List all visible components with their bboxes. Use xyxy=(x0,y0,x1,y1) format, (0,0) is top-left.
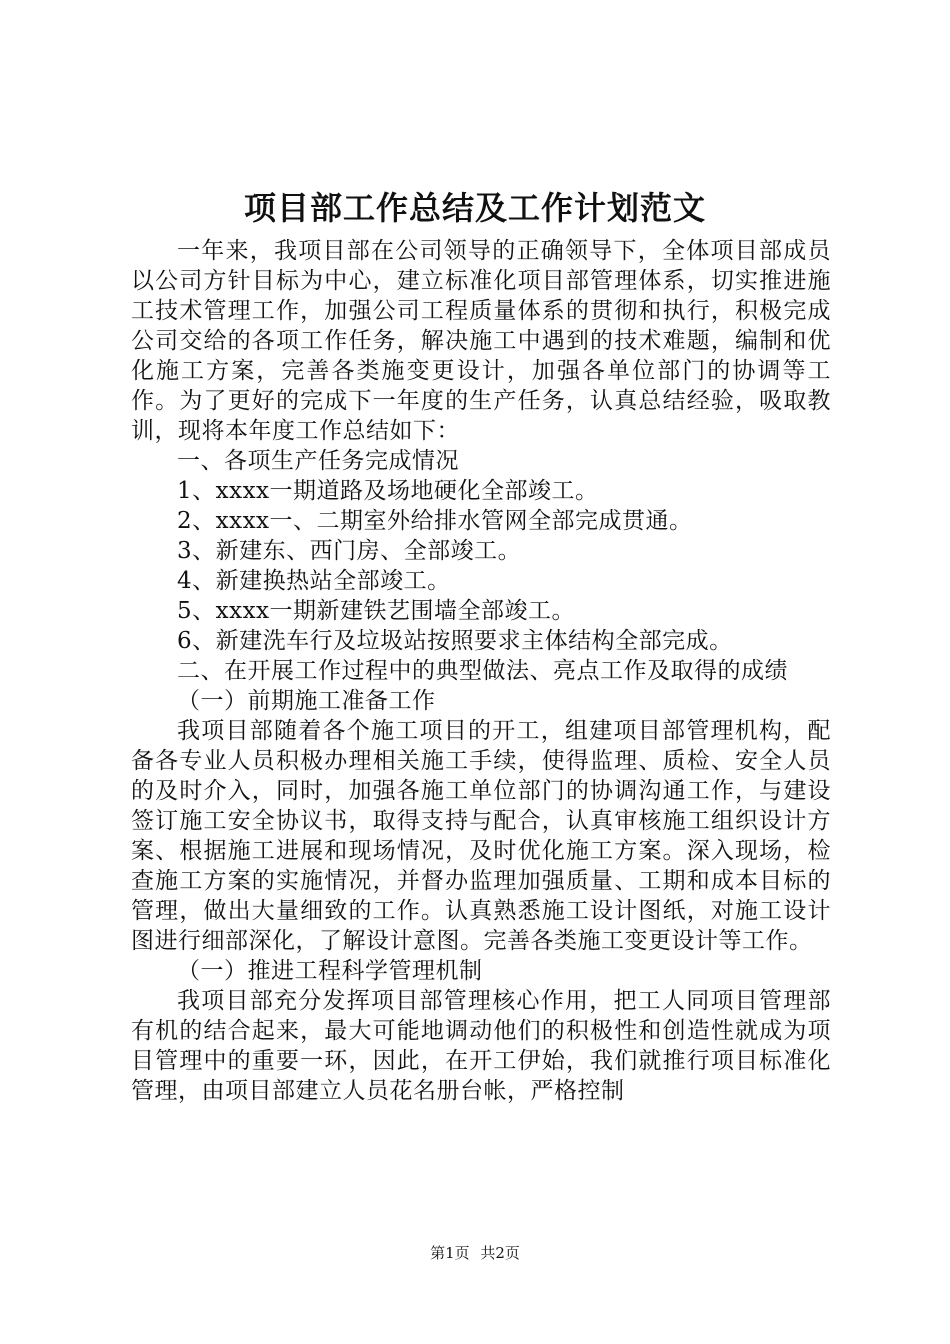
subsection-heading: （一）前期施工准备工作 xyxy=(177,688,436,714)
paragraph-body: 我项目部随着各个施工项目的开工，组建项目部管理机构，配备各专业人员积极办理相关施工手续，使得监理、质检、安全人员的及时介入，同时，加强各施工单位部门的协调沟通工作，与建设签订施工安全协议书，取得支持与配合，认真审核施工组织设计方案、根据施工进展和现场情况，及时优化施工方案。深入现场，检查施工方案的实施情况，并督办监理加强质量、工期和成本目标的管理，做出大量细致的工作。认真熟悉施工设计图纸，对施工设计图进行细部深化，了解设计意图。完善各类施工变更设计等工作。 xyxy=(131,718,831,954)
document-title: 项目部工作总结及工作计划范文 xyxy=(243,189,706,227)
list-item: 1、xxxx一期道路及场地硬化全部竣工。 xyxy=(177,478,599,504)
paragraph-body: 我项目部充分发挥项目部管理核心作用，把工人同项目管理部有机的结合起来，最大可能地调动他们的积极性和创造性就成为项目管理中的重要一环，因此，在开工伊始，我们就推行项目标准化管理，由项目部建立人员花名册台帐，严格控制 xyxy=(131,988,831,1104)
list-item: 4、新建换热站全部竣工。 xyxy=(177,568,451,594)
section-heading-1: 一、各项生产任务完成情况 xyxy=(177,448,459,474)
document-body xyxy=(131,236,831,1106)
list-item: 2、xxxx一、二期室外给排水管网全部完成贯通。 xyxy=(177,508,693,534)
section-heading-2: 二、在开展工作过程中的典型做法、亮点工作及取得的成绩 xyxy=(177,658,788,684)
paragraph-intro: 一年来，我项目部在公司领导的正确领导下，全体项目部成员以公司方针目标为中心，建立标准化项目部管理体系，切实推进施工技术管理工作，加强公司工程质量体系的贯彻和执行，积极完成公司交给的各项工作任务，解决施工中遇到的技术难题，编制和优化施工方案，完善各类施变更设计，加强各单位部门的协调等工作。为了更好的完成下一年度的生产任务，认真总结经验，吸取教训，现将本年度工作总结如下： xyxy=(131,238,831,444)
list-item: 5、xxxx一期新建铁艺围墙全部竣工。 xyxy=(177,598,576,624)
subsection-heading: （一）推进工程科学管理机制 xyxy=(177,958,483,984)
page-footer xyxy=(0,1243,950,1263)
list-item: 6、新建洗车行及垃圾站按照要求主体结构全部完成。 xyxy=(177,628,733,654)
page-number: 第1页 xyxy=(430,1244,470,1262)
page-total: 共2页 xyxy=(480,1244,520,1262)
list-item: 3、新建东、西门房、全部竣工。 xyxy=(177,538,522,564)
